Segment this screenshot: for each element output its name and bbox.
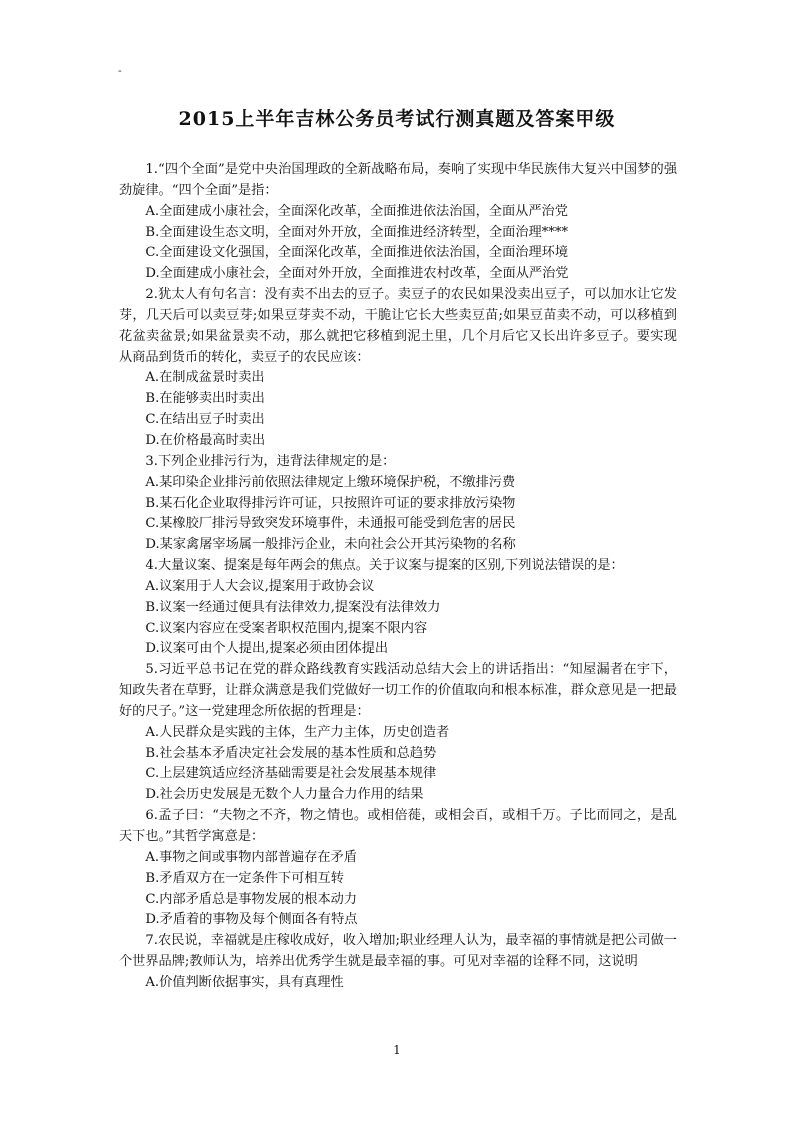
question-7: [119, 931, 677, 994]
option-d: D.社会历史发展是无数个人力量合力作用的结果: [145, 787, 424, 803]
option-a: A.在制成盆景时卖出: [145, 370, 265, 386]
option-c: C.内部矛盾总是事物发展的根本动力: [145, 891, 358, 907]
page-number: 1: [393, 1043, 401, 1057]
question-stem: 5.习近平总书记在党的群众路线教育实践活动总结大会上的讲话指出：“知屋漏者在宇下，知政失者在草野，让群众满意是我们党做好一切工作的价值取向和根本标准，群众意见是一把最好的尺子。”这一党建理念所依据的哲理是：: [119, 662, 677, 719]
question-6: [119, 806, 677, 931]
option-b: B.社会基本矛盾决定社会发展的基本性质和总趋势: [145, 745, 437, 761]
option-b: B.全面建设生态文明，全面对外开放，全面推进经济转型，全面治理****: [145, 224, 569, 240]
question-list: [119, 160, 677, 994]
question-1: [119, 160, 677, 285]
option-a: A.价值判断依据事实，具有真理性: [145, 974, 344, 990]
option-c: C.在结出豆子时卖出: [145, 412, 265, 428]
option-b: B.议案一经通过便具有法律效力,提案没有法律效力: [145, 599, 441, 615]
option-d: D.全面建成小康社会，全面对外开放，全面推进农村改革，全面从严治党: [145, 266, 569, 282]
option-b: B.某石化企业取得排污许可证，只按照许可证的要求排放污染物: [145, 495, 516, 511]
option-b: B.矛盾双方在一定条件下可相互转: [145, 870, 344, 886]
option-d: D.在价格最高时卖出: [145, 432, 266, 448]
option-a: A.人民群众是实践的主体，生产力主体，历史创造者: [145, 724, 450, 740]
option-d: D.某家禽屠宰场属一般排污企业，未向社会公开其污染物的名称: [145, 537, 516, 553]
option-d: D.矛盾着的事物及每个侧面各有特点: [145, 912, 358, 928]
question-stem: 4.大量议案、提案是每年两会的焦点。关于议案与提案的区别,下列说法错误的是：: [145, 558, 624, 574]
option-a: A.事物之间或事物内部普遍存在矛盾: [145, 849, 357, 865]
question-3: [119, 452, 677, 556]
option-a: A.全面建成小康社会，全面深化改革，全面推进依法治国，全面从严治党: [145, 203, 568, 219]
option-c: C.议案内容应在受案者职权范围内,提案不限内容: [145, 620, 428, 636]
question-stem: 7.农民说，幸福就是庄稼收成好，收入增加;职业经理人认为，最幸福的事情就是把公司做一个世界品牌;教师认为，培养出优秀学生就是最幸福的事。可见对幸福的诠释不同，这说明: [119, 933, 677, 970]
option-d: D.议案可由个人提出,提案必须由团体提出: [145, 641, 389, 657]
option-a: A.某印染企业排污前依照法律规定上缴环境保护税，不缴排污费: [145, 474, 516, 490]
page-title: 2015上半年吉林公务员考试行测真题及答案甲级: [178, 108, 616, 130]
question-stem: 2.犹太人有句名言：没有卖不出去的豆子。卖豆子的农民如果没卖出豆子，可以加水让它发芽，几天后可以卖豆芽;如果豆芽卖不动，干脆让它长大些卖豆苗;如果豆苗卖不动，可以移植到花盆卖盆景;如果盆景卖不动，那么就把它移植到泥土里，几个月后它又长出许多豆子。要实现从商品到货币的转化，卖豆子的农民应该：: [119, 287, 677, 365]
corner-mark: -: [118, 64, 122, 77]
option-c: C.全面建设文化强国，全面深化改革，全面推进依法治国，全面治理环境: [145, 245, 569, 261]
option-a: A.议案用于人大会议,提案用于政协会议: [145, 578, 375, 594]
question-4: [119, 556, 677, 660]
option-c: C.上层建筑适应经济基础需要是社会发展基本规律: [145, 766, 437, 782]
question-stem: 6.孟子曰：“夫物之不齐，物之情也。或相倍蓰，或相会百，或相千万。子比而同之，是乱天下也。”其哲学寓意是：: [119, 808, 677, 844]
question-stem: 1.“四个全面”是党中央治国理政的全新战略布局，奏响了实现中华民族伟大复兴中国梦的强劲旋律。“四个全面”是指：: [119, 162, 677, 198]
question-stem: 3.下列企业排污行为，违背法律规定的是：: [145, 453, 396, 469]
question-5: [119, 660, 677, 806]
question-2: [119, 285, 677, 452]
option-c: C.某橡胶厂排污导致突发环境事件，未通报可能受到危害的居民: [145, 516, 516, 532]
option-b: B.在能够卖出时卖出: [145, 391, 265, 407]
